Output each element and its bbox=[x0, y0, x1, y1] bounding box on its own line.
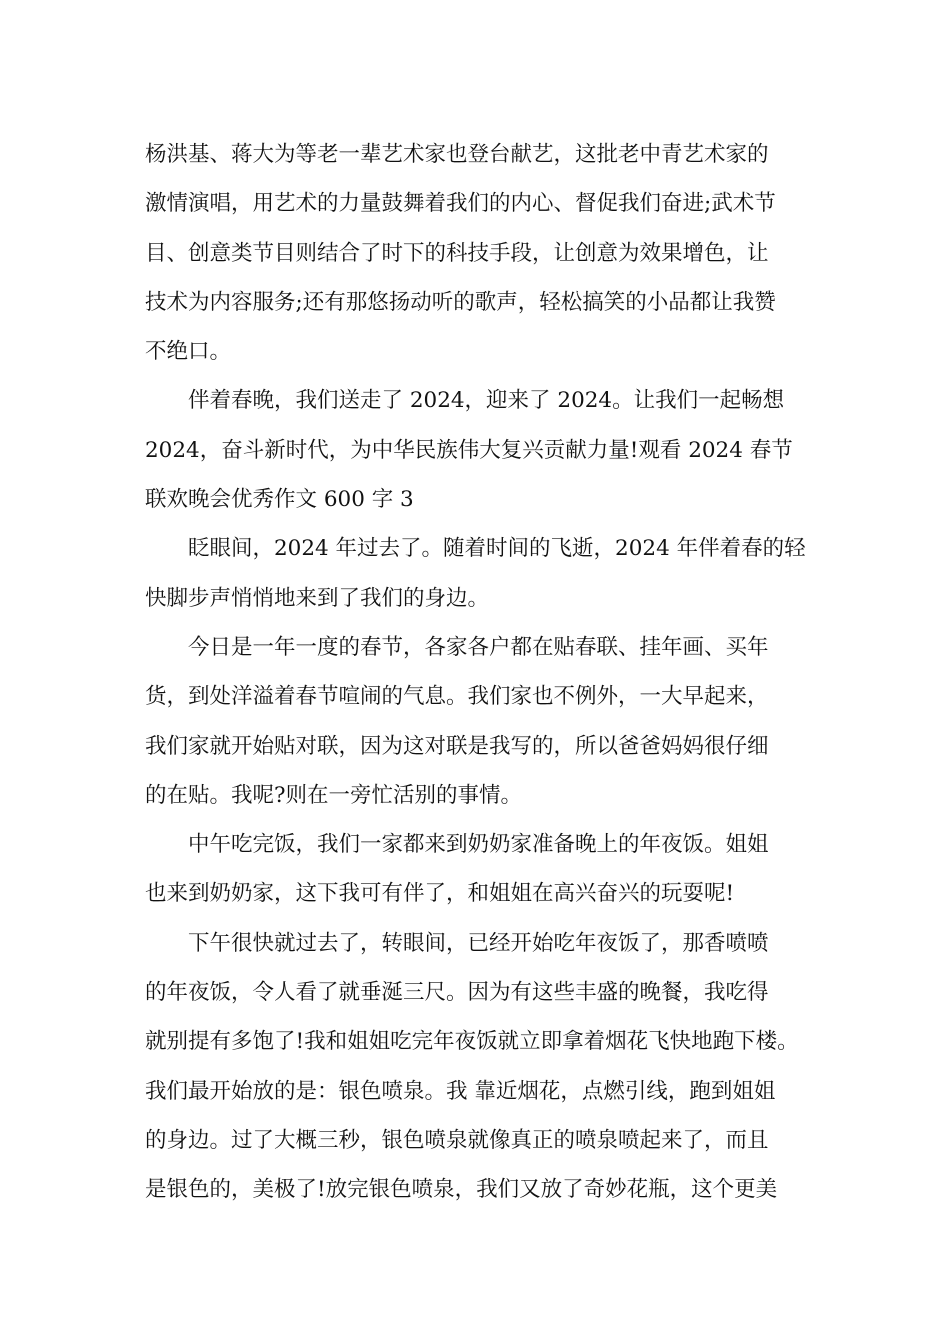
text-line: 就别提有多饱了!我和姐姐吃完年夜饭就立即拿着烟花飞快地跑下楼。 bbox=[145, 1029, 799, 1055]
text-line: 下午很快就过去了，转眼间，已经开始吃年夜饭了，那香喷喷 bbox=[188, 930, 769, 956]
text-line: 货，到处洋溢着春节喧闹的气息。我们家也不例外，一大早起来， bbox=[145, 684, 769, 710]
text-line: 眨眼间，2024 年过去了。随着时间的飞逝，2024 年伴着春的轻 bbox=[188, 536, 806, 562]
text-line: 2024，奋斗新时代，为中华民族伟大复兴贡献力量!观看 2024 春节 bbox=[145, 437, 793, 463]
text-line: 今日是一年一度的春节，各家各户都在贴春联、挂年画、买年 bbox=[188, 634, 769, 660]
text-line: 伴着春晚，我们送走了 2024，迎来了 2024。让我们一起畅想 bbox=[188, 388, 785, 414]
text-line: 是银色的，美极了!放完银色喷泉，我们又放了奇妙花瓶，这个更美 bbox=[145, 1177, 778, 1203]
document-body bbox=[145, 130, 825, 1215]
text-line: 快脚步声悄悄地来到了我们的身边。 bbox=[145, 585, 490, 611]
text-line: 激情演唱，用艺术的力量鼓舞着我们的内心、督促我们奋进;武术节 bbox=[145, 191, 776, 217]
paragraph-6 bbox=[145, 919, 825, 1215]
text-line: 我们最开始放的是：银色喷泉。我 靠近烟花，点燃引线，跑到姐姐 bbox=[145, 1078, 776, 1104]
text-line: 的年夜饭，令人看了就垂涎三尺。因为有这些丰盛的晚餐，我吃得 bbox=[145, 980, 769, 1006]
text-line: 也来到奶奶家，这下我可有伴了，和姐姐在高兴奋兴的玩耍呢! bbox=[145, 881, 735, 907]
paragraph-4 bbox=[145, 623, 825, 820]
paragraph-3 bbox=[145, 524, 825, 623]
text-line: 中午吃完饭，我们一家都来到奶奶家准备晚上的年夜饭。姐姐 bbox=[188, 832, 769, 858]
text-line: 目、创意类节目则结合了时下的科技手段，让创意为效果增色，让 bbox=[145, 240, 769, 266]
text-line: 的身边。过了大概三秒，银色喷泉就像真正的喷泉喷起来了，而且 bbox=[145, 1127, 769, 1153]
text-line: 我们家就开始贴对联，因为这对联是我写的，所以爸爸妈妈很仔细 bbox=[145, 733, 769, 759]
paragraph-1 bbox=[145, 130, 825, 376]
text-line: 的在贴。我呢?则在一旁忙活别的事情。 bbox=[145, 782, 523, 808]
text-line: 联欢晚会优秀作文 600 字 3 bbox=[145, 487, 414, 513]
paragraph-5 bbox=[145, 820, 825, 919]
text-line: 技术为内容服务;还有那悠扬动听的歌声，轻松搞笑的小品都让我赞 bbox=[145, 289, 776, 315]
text-line: 不绝口。 bbox=[145, 339, 232, 365]
paragraph-2 bbox=[145, 376, 825, 524]
text-line: 杨洪基、蒋大为等老一辈艺术家也登台献艺，这批老中青艺术家的 bbox=[145, 142, 769, 167]
